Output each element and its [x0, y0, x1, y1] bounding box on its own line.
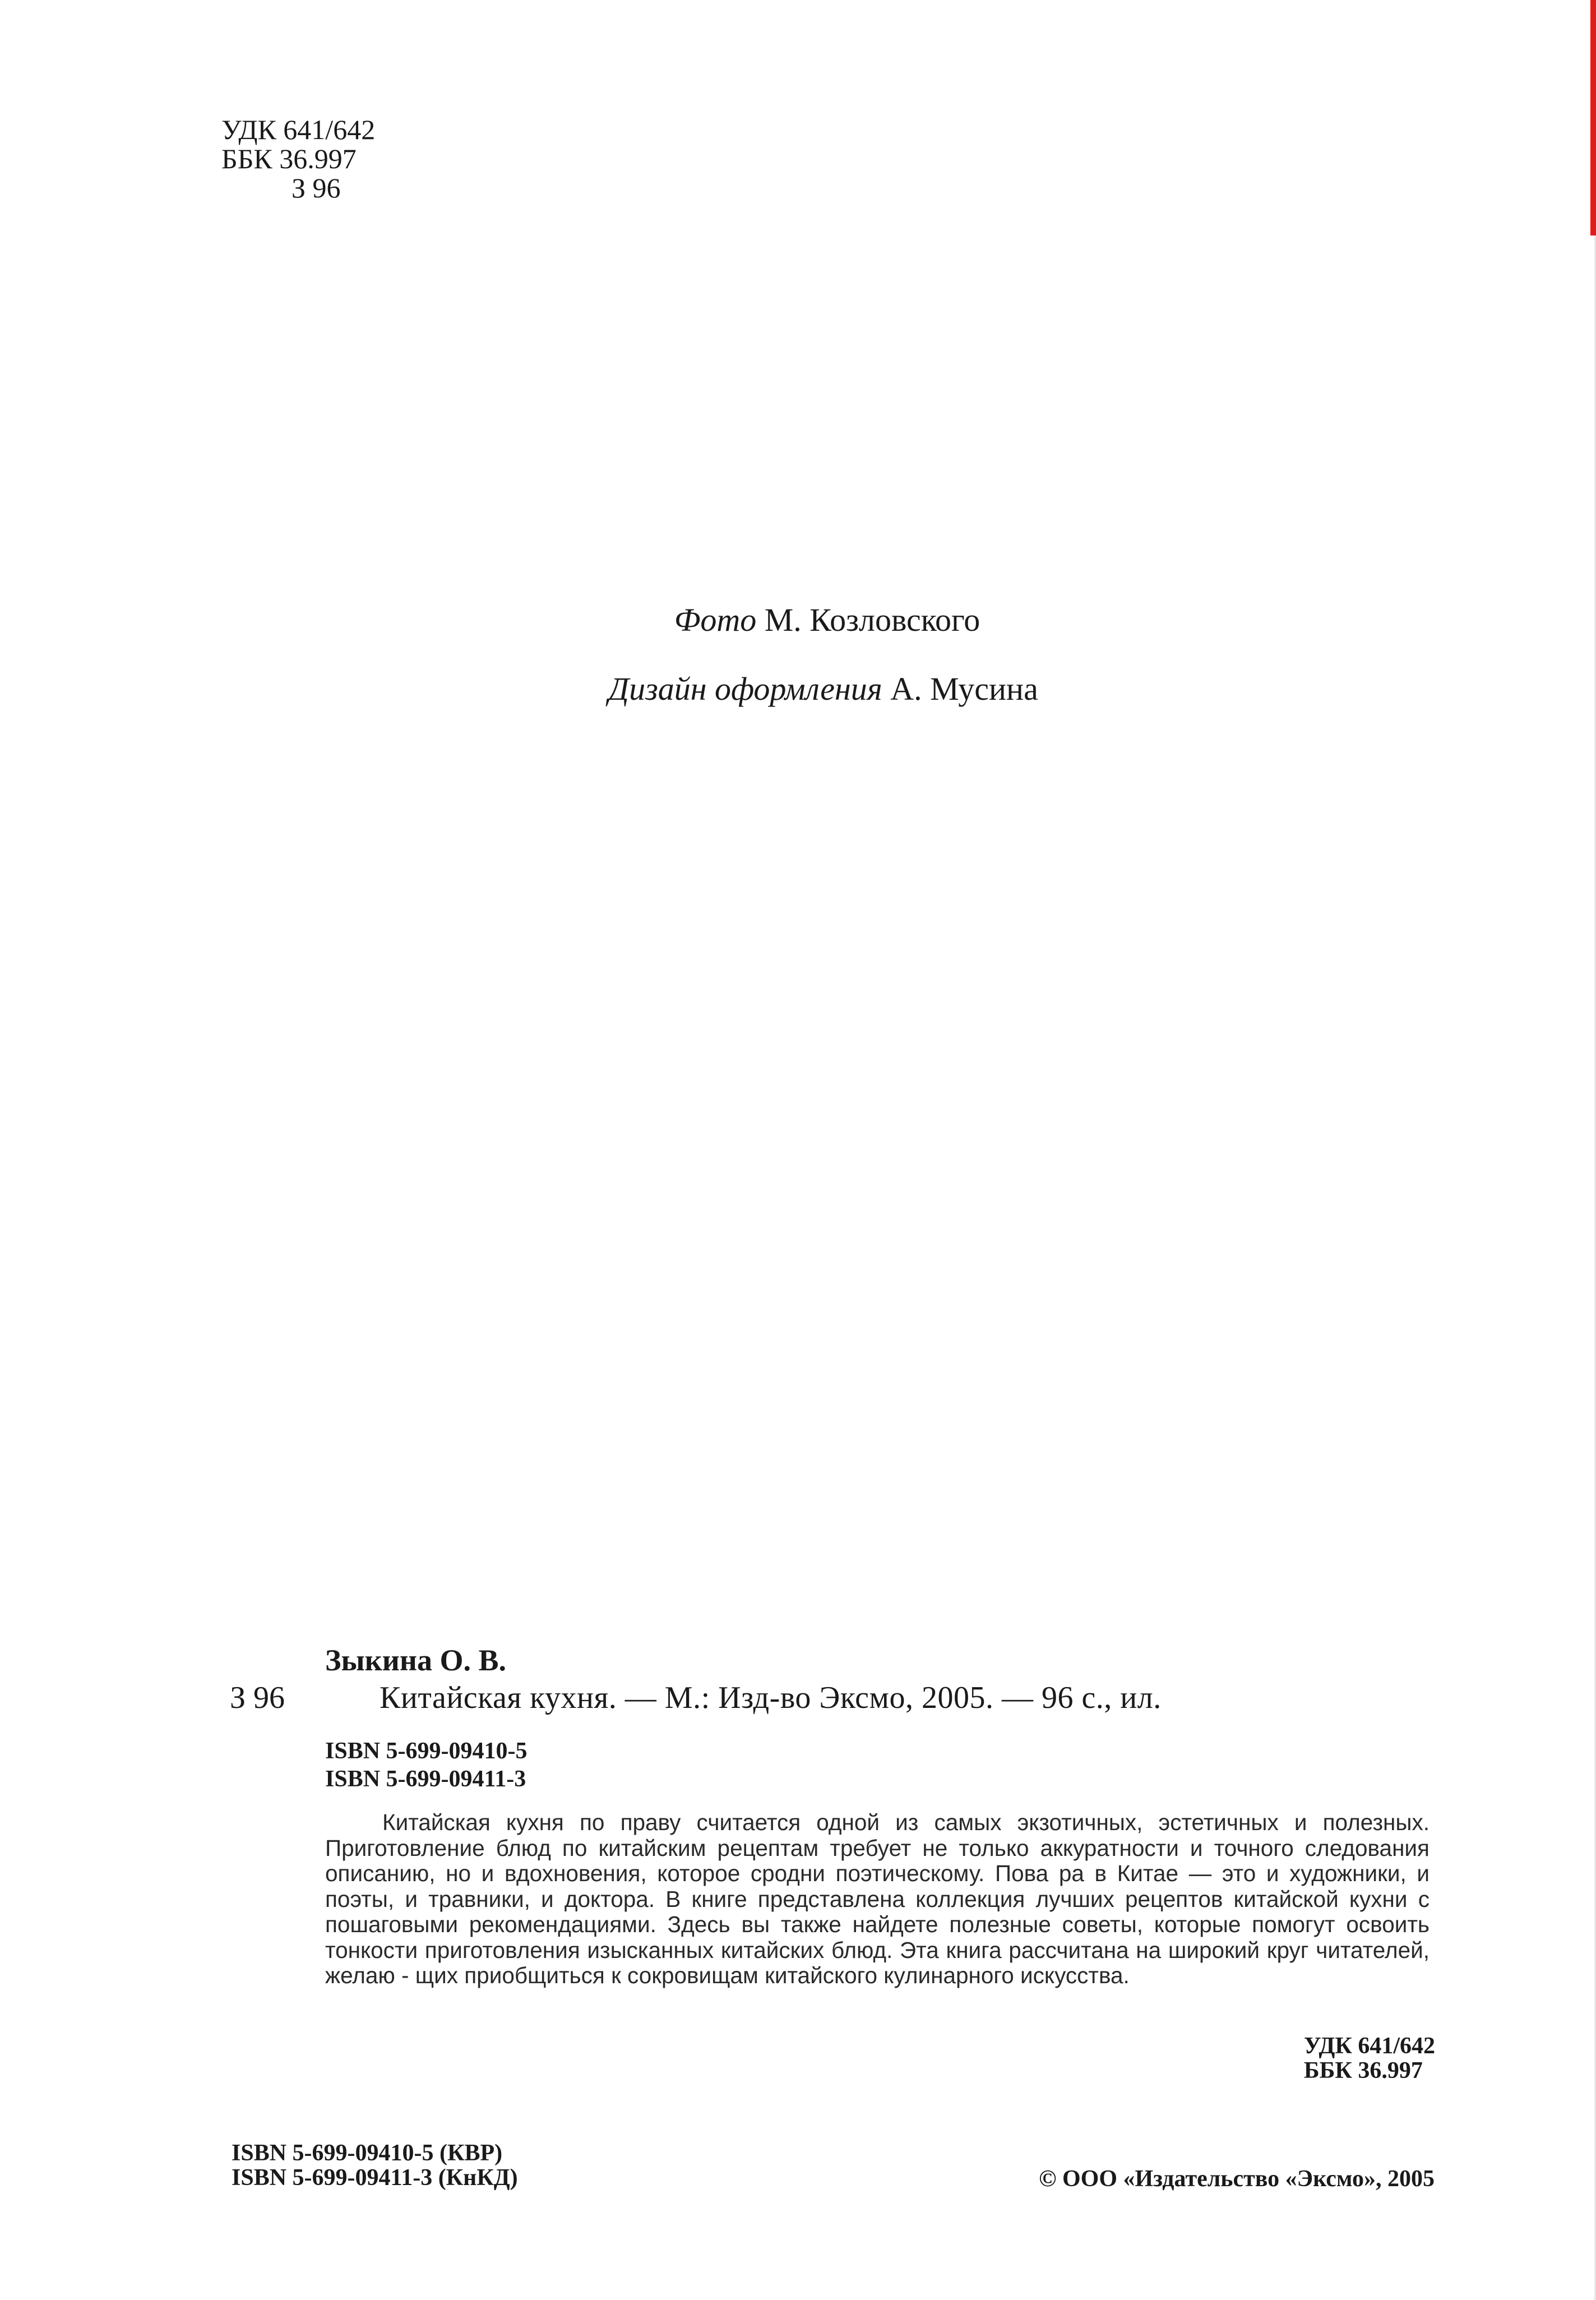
footer-isbn-list — [232, 2141, 518, 2190]
design-credit — [25, 670, 1596, 708]
photo-credit-role: Фото — [674, 602, 757, 638]
photo-credit-name: М. Козловского — [764, 602, 980, 638]
record-isbn-2: ISBN 5-699-09411-3 — [325, 1766, 526, 1792]
record-author-mark: З 96 — [230, 1680, 285, 1715]
footer-isbn-knkd: ISBN 5-699-09411-3 (КнКД) — [232, 2165, 518, 2191]
copyright-notice: © ООО «Издательство «Эксмо», 2005 — [1039, 2166, 1435, 2192]
record-isbn-list — [325, 1737, 528, 1793]
photo-credit — [29, 601, 1596, 639]
record-bbk: ББК 36.997 — [1303, 2058, 1423, 2084]
record-abstract: Китайская кухня по праву считается одной из самых экзотичных, эстетичных и полезных. Приготовление блюд по китайским рецептам требует не только аккуратности и точного следования описанию, но и вдохновения, которое сродни поэтическому. Пова ра в Китае — это и художники, и поэты, и травники, и доктора. В книге представлена коллекция лучших рецептов китайской кухни с пошаговыми рекомендациями. Здесь вы также найдете полезные советы, которые помогут освоить тонкости приготовления изысканных китайских блюд. Эта книга рассчитана на широкий круг читателей, желаю - щих приобщиться к сокровищам китайского кулинарного искусства. — [325, 1809, 1430, 1988]
bbk-code: ББК 36.997 — [221, 143, 357, 174]
record-isbn-1: ISBN 5-699-09410-5 — [325, 1738, 528, 1764]
classification-header — [221, 115, 375, 202]
record-author: Зыкина О. В. — [325, 1643, 507, 1677]
page-edge-red-strip — [1590, 0, 1596, 235]
author-mark: З 96 — [292, 172, 341, 204]
record-classification — [1304, 2034, 1435, 2083]
footer-isbn-kvr: ISBN 5-699-09410-5 (КВР) — [232, 2140, 503, 2166]
design-credit-name: А. Мусина — [890, 671, 1038, 707]
record-citation: Китайская кухня. — М.: Изд-во Эксмо, 2005. — 96 с., ил. — [380, 1680, 1162, 1715]
record-udk: УДК 641/642 — [1303, 2033, 1435, 2059]
design-credit-role: Дизайн оформления — [608, 671, 882, 707]
udk-code: УДК 641/642 — [221, 114, 376, 145]
